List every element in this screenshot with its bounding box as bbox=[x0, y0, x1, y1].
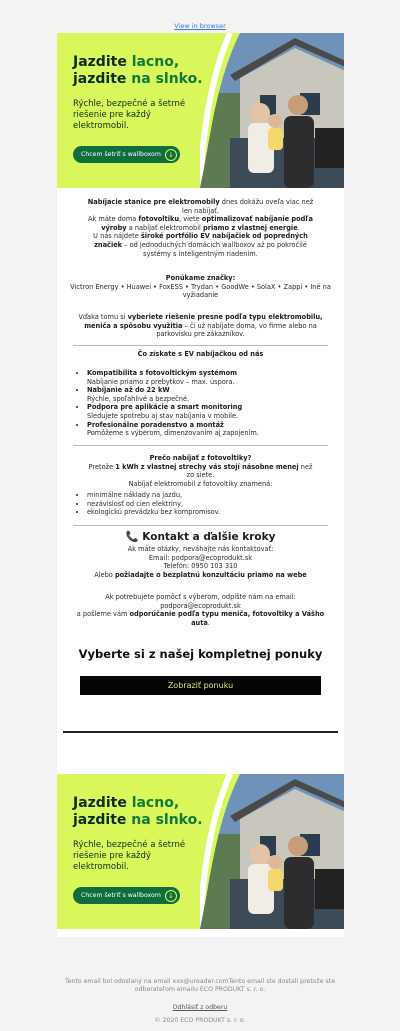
intro-text-part: , viete bbox=[179, 215, 202, 224]
footer-notice: Tento email bol odoslaný na email xxx@ureader.comTento email ste dostali pretože ste odberateľom emailu ECO PRODUKT s. r. o. bbox=[64, 978, 336, 993]
show-offer-button[interactable]: Zobraziť ponuku bbox=[80, 676, 321, 695]
solution-text-part: – či už nabíjate doma, vo firme alebo na parkovisku pre zákazníkov. bbox=[156, 321, 317, 339]
help-block bbox=[57, 593, 344, 627]
family-ev-photo bbox=[200, 33, 344, 188]
why-list bbox=[73, 491, 328, 517]
arrow-down-icon: ↓ bbox=[165, 149, 177, 161]
hero-cta-label: Chcem šetriť s wallboxom bbox=[81, 151, 161, 158]
hero-title-part: jazdite bbox=[73, 812, 132, 828]
contact-intro: Ak máte otázky, neváhajte nás kontaktovať: bbox=[127, 545, 274, 553]
benefit-desc: Pomôžeme s výberom, dimenzovaním aj zapojením. bbox=[87, 429, 259, 438]
intro-text-part: a nabíjať elektromobil bbox=[126, 223, 203, 232]
why-text-part: Nabíjať elektromobil z fotovoltiky znamená: bbox=[128, 479, 273, 488]
help-text bbox=[57, 610, 344, 627]
help-text-part: . bbox=[207, 618, 210, 627]
benefit-title: Profesionálne poradenstvo a montáž bbox=[87, 420, 224, 429]
benefit-desc: Nabíjanie priamo z prebytkov – max. úspora. bbox=[87, 377, 235, 386]
hero-title-accent: lacno, bbox=[131, 795, 180, 811]
list-item bbox=[87, 421, 328, 438]
hero-cta-button[interactable] bbox=[73, 887, 180, 904]
benefit-desc: Rýchle, spoľahlivé a bezpečné. bbox=[87, 394, 190, 403]
solution-text-part: Vďaka tomu si bbox=[78, 313, 128, 321]
list-item bbox=[87, 369, 328, 386]
solution-text bbox=[57, 313, 344, 339]
intro-text-part: . bbox=[297, 223, 300, 232]
contact-phone[interactable]: Telefón: 0950 103 310 bbox=[163, 562, 238, 571]
hero-cta-button[interactable] bbox=[73, 146, 180, 163]
help-email[interactable]: podpora@ecoprodukt.sk bbox=[160, 601, 241, 610]
benefit-title: Nabíjanie až do 22 kW bbox=[87, 386, 170, 395]
why-heading: Prečo nabíjať z fotovoltiky? bbox=[149, 454, 252, 462]
hero-subtitle: Rýchle, bezpečné a šetrné riešenie pre každý elektromobil. bbox=[73, 99, 186, 131]
brands-block bbox=[57, 274, 344, 300]
hero-title-part: Jazdite bbox=[73, 54, 132, 70]
intro-text bbox=[57, 198, 344, 258]
intro-text-part: U nás nájdete bbox=[93, 232, 141, 241]
intro-bold: fotovoltiku bbox=[138, 215, 180, 224]
benefit-desc: Sledujete spotrebu aj stav nabíjania v mobile. bbox=[87, 411, 239, 420]
intro-bold: optimalizovať nabíjanie podľa výroby bbox=[101, 215, 313, 232]
intro-bold: široké portfólio EV nabíjačiek od popredných značiek bbox=[94, 232, 308, 249]
why-text-part: Pretože bbox=[88, 462, 116, 471]
brands-heading: Ponúkame značky: bbox=[165, 274, 236, 282]
footer-unsubscribe bbox=[60, 1004, 340, 1012]
hero-title-accent: na slnko. bbox=[131, 71, 203, 87]
hero-title-accent: lacno, bbox=[131, 54, 180, 70]
contact-heading: 📞 Kontakt a ďalšie kroky bbox=[125, 531, 276, 543]
list-item: • minimálne náklady na jazdu, bbox=[87, 491, 328, 500]
divider bbox=[73, 525, 328, 526]
help-text-part: Ak potrebujete pomôcť s výberom, odpíšte nám na email: bbox=[105, 593, 296, 601]
section-divider bbox=[63, 731, 338, 733]
solution-bold: vyberiete riešenie presne podľa typu elektromobilu, meniča a spôsobu využitia bbox=[84, 313, 323, 330]
why-bold: 1 kWh z vlastnej strechy vás stojí násobne menej bbox=[115, 462, 299, 471]
why-text-part: než zo siete. bbox=[186, 462, 313, 480]
hero-title bbox=[73, 54, 203, 88]
hero-cta-label: Chcem šetriť s wallboxom bbox=[81, 892, 161, 899]
hero-title-part: jazdite bbox=[73, 71, 132, 87]
list-item bbox=[87, 403, 328, 420]
intro-text-part: dnes dokážu oveľa viac než len nabíjať. bbox=[182, 198, 314, 215]
benefit-title: Podpora pre aplikácie a smart monitoring bbox=[87, 403, 243, 412]
offer-heading: Vyberte si z našej kompletnej ponuky bbox=[78, 647, 323, 661]
family-ev-photo bbox=[200, 774, 344, 929]
hero-title-part: Jazdite bbox=[73, 795, 132, 811]
view-in-browser-link[interactable]: View in browser bbox=[174, 22, 226, 30]
hero-title bbox=[73, 795, 203, 829]
contact-email[interactable]: Email: podpora@ecoprodukt.sk bbox=[148, 553, 253, 562]
hero-subtitle: Rýchle, bezpečné a šetrné riešenie pre každý elektromobil. bbox=[73, 840, 186, 872]
intro-paragraph bbox=[57, 198, 344, 258]
intro-text-part: Ak máte doma bbox=[87, 215, 139, 224]
benefit-title: Kompatibilita s fotovoltickým systémom bbox=[87, 369, 237, 377]
benefits-heading bbox=[57, 350, 344, 359]
list-item: • ekologickú prevádzku bez kompromisov. bbox=[87, 508, 328, 517]
divider bbox=[73, 445, 328, 446]
solution-paragraph bbox=[57, 313, 344, 339]
arrow-down-icon: ↓ bbox=[165, 890, 177, 902]
help-text-part: a pošleme vám bbox=[76, 610, 130, 619]
footer-copyright: © 2020 ECO PRODUKT s. r. o. bbox=[154, 1017, 246, 1024]
hero-banner[interactable] bbox=[57, 33, 344, 188]
why-block bbox=[57, 454, 344, 488]
benefits-heading-text: Čo získate s EV nabíjačkou od nás bbox=[137, 350, 264, 358]
list-item bbox=[87, 386, 328, 403]
email-card bbox=[57, 33, 344, 937]
contact-block bbox=[57, 545, 344, 579]
intro-bold: priamo z vlastnej energie bbox=[203, 223, 298, 232]
contact-text-part: Alebo bbox=[94, 570, 115, 579]
hero-banner-bottom[interactable] bbox=[57, 774, 344, 929]
brands-list: Victron Energy • Huawei • FoxESS • Trydan • GoodWe • SolaX • Zappi • Iné na vyžiadanie bbox=[70, 282, 331, 300]
consultation-link[interactable]: požiadajte o bezplatnú konzultáciu priamo na webe bbox=[114, 570, 307, 579]
why-text bbox=[57, 463, 344, 489]
intro-text-part: – od jednoduchých domácich wallboxov až po pokročilé systémy s inteligentným riadením. bbox=[122, 240, 307, 258]
intro-bold: Nabíjacie stanice pre elektromobily bbox=[87, 198, 220, 206]
help-bold: odporúčanie podľa typu meniča, fotovoltiky a Vášho auta bbox=[129, 610, 325, 627]
divider bbox=[73, 345, 328, 346]
list-item: • nezávislosť od cien elektriny, bbox=[87, 500, 328, 509]
unsubscribe-link[interactable]: Odhlásiť z odberu bbox=[172, 1004, 228, 1011]
hero-title-accent: na slnko. bbox=[131, 812, 203, 828]
benefits-list bbox=[73, 369, 328, 438]
